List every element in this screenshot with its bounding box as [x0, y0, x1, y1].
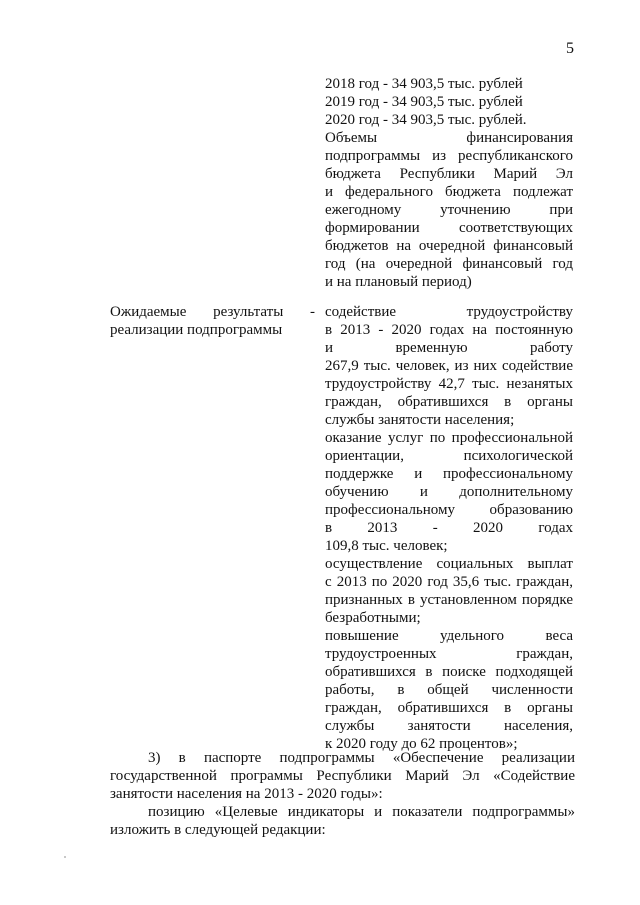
page-number: 5 — [566, 40, 574, 57]
results-line: в 2013 - 2020 годах — [325, 520, 573, 536]
results-line: обучению и дополнительному — [325, 484, 573, 500]
funding-line: 2019 год - 34 903,5 тыс. рублей — [325, 94, 523, 110]
results-line: в 2013 - 2020 годах на постоянную — [325, 322, 573, 338]
funding-line: 2018 год - 34 903,5 тыс. рублей — [325, 76, 523, 92]
results-label — [110, 303, 315, 339]
funding-line: и на плановый период) — [325, 274, 472, 290]
results-label-line: Ожидаемые результаты - — [110, 304, 315, 320]
results-line: службы занятости населения, — [325, 718, 573, 734]
funding-line: Объемы финансирования — [325, 130, 573, 146]
results-line: 109,8 тыс. человек; — [325, 538, 448, 554]
results-line: осуществление социальных выплат — [325, 556, 573, 572]
results-line: трудоустроенных граждан, — [325, 646, 573, 662]
results-line: ориентации, психологической — [325, 448, 573, 464]
funding-line: 2020 год - 34 903,5 тыс. рублей. — [325, 112, 527, 128]
results-line: работы, в общей численности — [325, 682, 573, 698]
funding-line: формировании соответствующих — [325, 220, 573, 236]
amendment-line: 3) в паспорте подпрограммы «Обеспечение реализации — [148, 750, 575, 766]
amendment-line: занятости населения на 2013 - 2020 годы»: — [110, 786, 383, 802]
results-line: безработными; — [325, 610, 421, 626]
results-line: службы занятости населения; — [325, 412, 515, 428]
amendment-line: позицию «Целевые индикаторы и показатели подпрограммы» — [148, 804, 575, 820]
scan-speck — [64, 856, 66, 858]
results-line: трудоустройству 42,7 тыс. незанятых — [325, 376, 573, 392]
results-text-block — [325, 303, 573, 753]
results-line: граждан, обратившихся в органы — [325, 394, 573, 410]
results-line: и временную работу — [325, 340, 573, 356]
results-line: содействие трудоустройству — [325, 304, 573, 320]
results-line: с 2013 по 2020 год 35,6 тыс. граждан, — [325, 574, 573, 590]
funding-line: бюджетов на очередной финансовый — [325, 238, 573, 254]
funding-line: подпрограммы из республиканского — [325, 148, 573, 164]
results-line: обратившихся в поиске подходящей — [325, 664, 573, 680]
funding-line: бюджета Республики Марий Эл — [325, 166, 573, 182]
results-line: к 2020 году до 62 процентов»; — [325, 736, 518, 752]
results-line: 267,9 тыс. человек, из них содействие — [325, 358, 573, 374]
amendment-text — [110, 749, 575, 839]
amendment-line: государственной программы Республики Марий Эл «Содействие — [110, 768, 575, 784]
funding-line: год (на очередной финансовый год — [325, 256, 573, 272]
funding-line: ежегодному уточнению при — [325, 202, 573, 218]
results-line: граждан, обратившихся в органы — [325, 700, 573, 716]
results-line: повышение удельного веса — [325, 628, 573, 644]
amendment-line: изложить в следующей редакции: — [110, 822, 326, 838]
results-line: оказание услуг по профессиональной — [325, 430, 573, 446]
results-line: признанных в установленном порядке — [325, 592, 573, 608]
results-line: поддержке и профессиональному — [325, 466, 573, 482]
results-line: профессиональному образованию — [325, 502, 573, 518]
results-label-line: реализации подпрограммы — [110, 322, 283, 338]
funding-line: и федерального бюджета подлежат — [325, 184, 573, 200]
funding-text-block — [325, 75, 573, 291]
